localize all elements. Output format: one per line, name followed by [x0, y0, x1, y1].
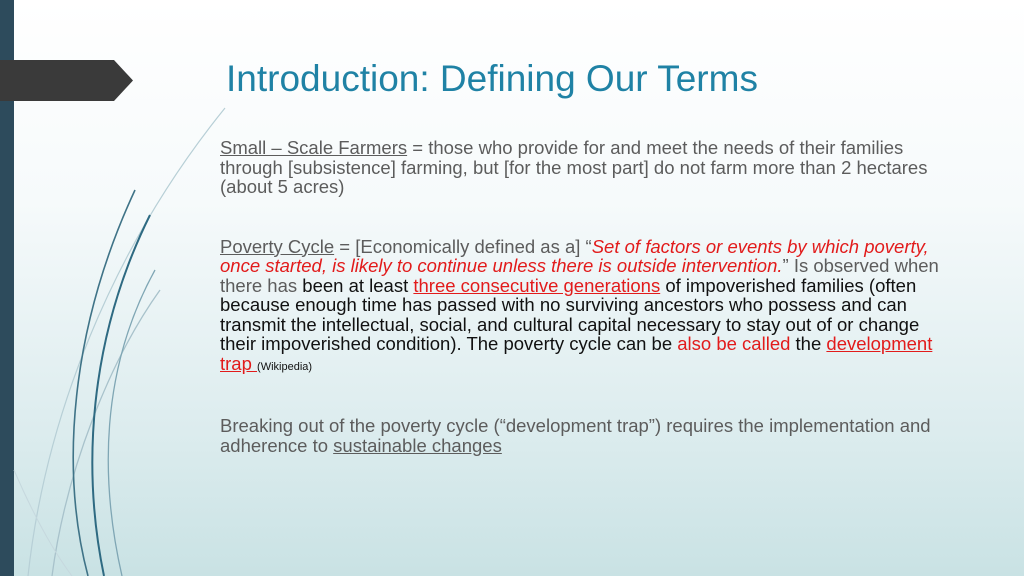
- also-called-text: also be called: [677, 333, 791, 354]
- development-trap-link[interactable]: development trap: [220, 333, 933, 374]
- breaking-cycle-paragraph: [220, 416, 960, 455]
- term-small-scale-farmers: Small – Scale Farmers: [220, 137, 408, 158]
- small-scale-farmers-definition: = those who provide for and meet the needs of their families through [subsistence] farming, but [for the most part] do not farm more than 2 hectares (about 5 acres): [220, 137, 928, 197]
- breaking-cycle-text: Breaking out of the poverty cycle (“development trap”) requires the implementation and adherence to: [220, 415, 931, 456]
- three-generations-link[interactable]: three consecutive generations: [413, 274, 661, 296]
- poverty-cycle-observed: Is observed when there has: [220, 255, 939, 296]
- slide-title: Introduction: Defining Our Terms: [226, 58, 758, 99]
- slide-body: [220, 138, 960, 455]
- wikipedia-citation: (Wikipedia): [257, 360, 313, 373]
- poverty-cycle-intro: = [Economically defined as a] “: [334, 235, 592, 257]
- sustainable-changes-link[interactable]: sustainable changes: [333, 434, 502, 456]
- poverty-cycle-close-quote: ”: [782, 255, 789, 276]
- the-text: the: [790, 333, 827, 354]
- title-arrow-icon: [0, 60, 133, 101]
- poverty-cycle-text-1: been at least: [302, 274, 414, 296]
- poverty-cycle-quote: Set of factors or events by which poverty, once started, is likely to continue unless there is outside intervention.: [220, 235, 929, 276]
- term-poverty-cycle: Poverty Cycle: [220, 235, 335, 257]
- definition-poverty-cycle: [220, 237, 960, 378]
- definition-small-scale-farmers: [220, 138, 960, 197]
- poverty-cycle-text-2: of impoverished families (often because enough time has passed with no surviving ancestors who possess and can transmit the intellectual, social, and cultural capital necessary to stay out of or change their impoverished condition). The poverty cycle can be: [220, 274, 920, 354]
